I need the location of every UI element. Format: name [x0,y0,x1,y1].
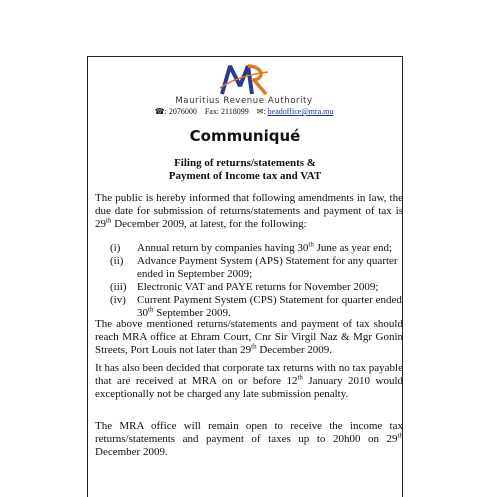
item-text: Annual return by companies having 30th June as year end; [137,240,393,254]
deadline-text-end: December 2009. [256,344,333,356]
item-text: Advance Payment System (APS) Statement for any quarter ended in September 2009; [137,255,398,280]
intro-text-end: December 2009, at latest, for the following: [111,218,307,230]
item-text: Current Payment System (CPS) Statement for quarter ended 30th September 2009. [137,294,402,319]
email-link[interactable]: headoffice@mra.mu [267,107,334,116]
mra-logo [218,60,270,96]
phone-number: ☎: 2076000 [154,107,197,116]
penalty-paragraph [95,362,403,401]
item-list [95,242,403,320]
penalty-text: It has also been decided that corporate tax returns with no tax payable that are received at MRA on or before 12 [95,362,403,387]
envelope-icon: ✉: [256,107,266,116]
office-hours-sup: th [397,431,403,440]
intro-paragraph [95,192,403,231]
deadline-sup: th [251,342,257,351]
subject-line-1: Filing of returns/statements & [174,157,316,169]
item-number: (iv) [110,294,126,306]
office-hours-paragraph [95,420,403,459]
office-hours-text: The MRA office will remain open to receive the income tax returns/statements and payment of taxes up to 20h00 on 29 [95,420,403,445]
list-item [95,294,403,320]
fax-number: Fax: 2118099 [204,107,249,116]
item-number: (ii) [110,255,124,267]
list-item [95,255,403,281]
office-hours-text-end: December 2009. [95,446,168,458]
subject-heading [95,157,395,183]
deadline-paragraph [95,318,403,357]
page-title: Communiqué [189,127,301,145]
deadline-text: The above mentioned returns/statements and payment of tax should reach MRA office at Ehram Court, Cnr Sir Virgil Naz & Mgr Gonin Streets, Port Louis not later than 29 [95,318,403,356]
penalty-sup: th [297,373,303,382]
penalty-text-end: January 2010 would exceptionally not be charged any late submission penalty. [95,375,403,400]
org-name: Mauritius Revenue Authority [175,96,313,106]
intro-text: The public is hereby informed that following amendments in law, the due date for submission of returns/statements and payment of tax is 29 [95,192,403,230]
item-number: (iii) [110,281,127,293]
contact-line [154,107,334,116]
item-number: (i) [110,242,121,254]
item-text: Electronic VAT and PAYE returns for November 2009; [137,281,379,293]
list-item [95,242,403,255]
intro-sup: th [106,216,112,225]
subject-line-2: Payment of Income tax and VAT [168,170,322,182]
list-item [95,281,403,294]
